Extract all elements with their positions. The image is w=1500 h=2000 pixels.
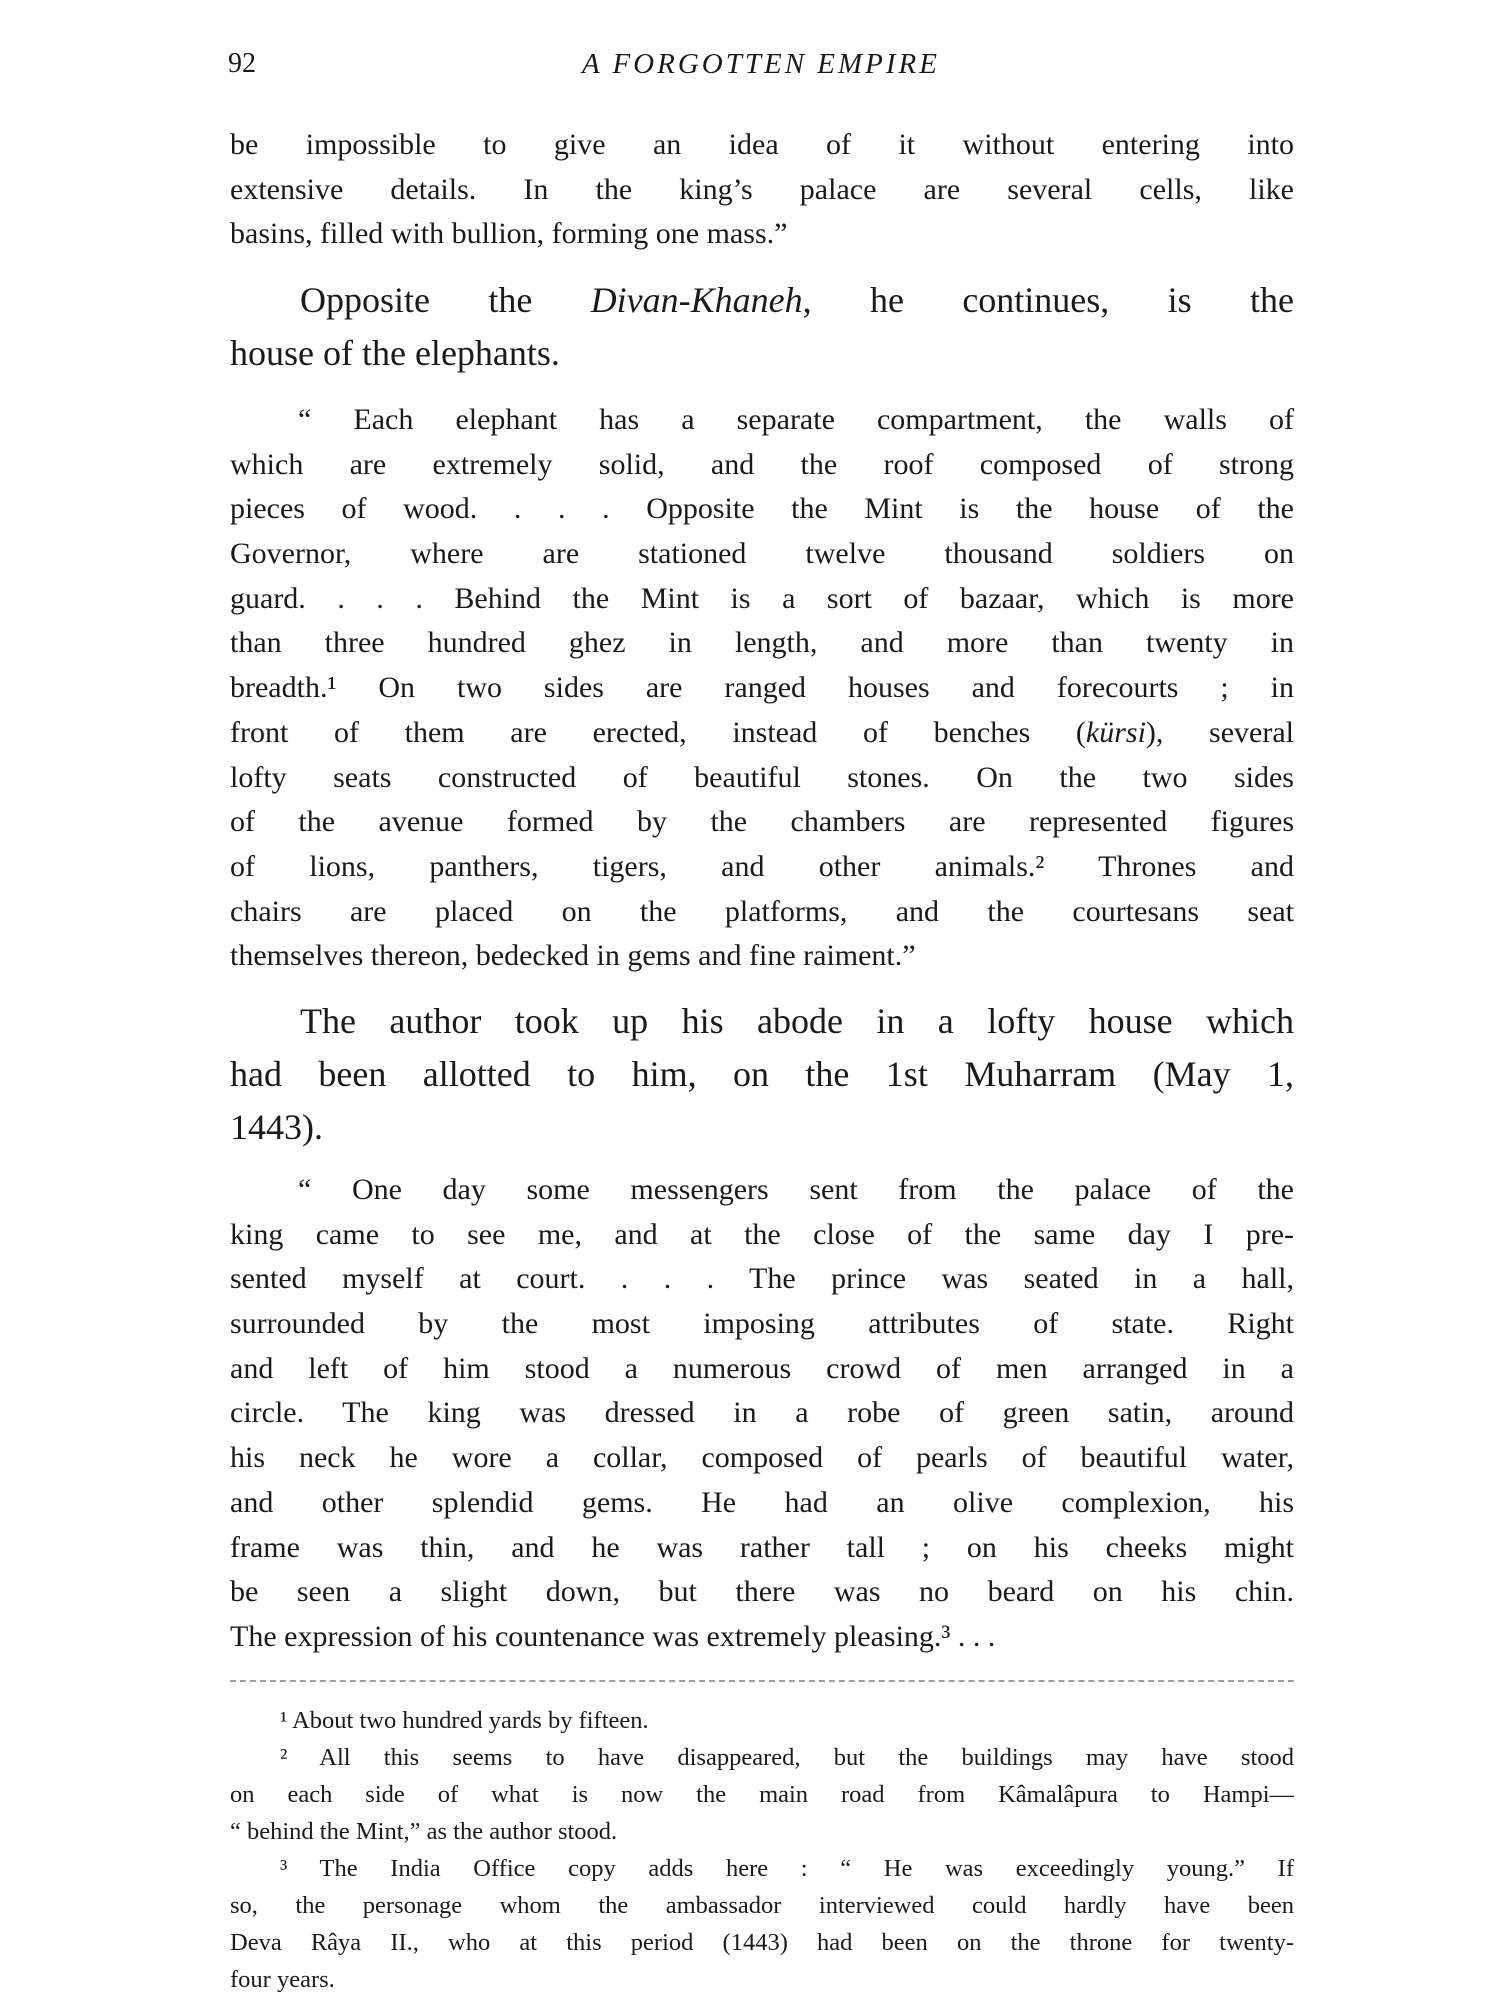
paragraph-author-abode (230, 995, 1294, 1154)
footnote-line: Deva Râya II., who at this period (1443) had been on the throne for twenty- (230, 1929, 1294, 1956)
text-line: house of the elephants. (230, 333, 560, 373)
text-line: king came to see me, and at the close of the same day I pre- (230, 1217, 1294, 1251)
italic-term: kürsi (1085, 715, 1146, 749)
footnote-line: ¹ About two hundred yards by fifteen. (280, 1707, 649, 1734)
text-line: his neck he wore a collar, composed of pearls of beautiful water, (230, 1441, 1294, 1475)
text-line (230, 711, 1294, 756)
text-line: breadth.¹ On two sides are ranged houses and forecourts ; in (230, 671, 1294, 705)
text-line: themselves thereon, bedecked in gems and fine raiment.” (230, 939, 916, 973)
text-line (230, 274, 1294, 327)
text-line: lofty seats constructed of beautiful stones. On the two sides (230, 760, 1294, 794)
footnote-line: “ behind the Mint,” as the author stood. (230, 1818, 618, 1845)
text-line: had been allotted to him, on the 1st Muharram (May 1, (230, 1054, 1294, 1094)
text-line: and left of him stood a numerous crowd of men arranged in a (230, 1351, 1294, 1385)
text-line: extensive details. In the king’s palace are several cells, like (230, 172, 1294, 206)
text-segment: front of them are erected, instead of benches ( (230, 715, 1086, 749)
text-line: be seen a slight down, but there was no beard on his chin. (230, 1575, 1294, 1609)
running-title: A FORGOTTEN EMPIRE (582, 48, 940, 80)
text-line: frame was thin, and he was rather tall ; on his cheeks might (230, 1530, 1294, 1564)
footnote-1 (230, 1702, 1294, 1739)
text-line: pieces of wood. . . . Opposite the Mint is the house of the (230, 492, 1294, 526)
quote-elephants (230, 398, 1294, 979)
running-header (228, 48, 1294, 88)
text-line: The expression of his countenance was extremely pleasing.³ . . . (230, 1619, 996, 1653)
text-line: than three hundred ghez in length, and more than twenty in (230, 626, 1294, 660)
footnote-line: ² All this seems to have disappeared, but the buildings may have stood (280, 1744, 1294, 1771)
paragraph-divan-khaneh (230, 274, 1294, 380)
text-line: Governor, where are stationed twelve thousand soldiers on (230, 537, 1294, 571)
page-number: 92 (228, 48, 256, 79)
text-line: guard. . . . Behind the Mint is a sort of bazaar, which is more (230, 581, 1294, 615)
footnote-3 (230, 1850, 1294, 1998)
text-line: “ One day some messengers sent from the palace of the (298, 1173, 1294, 1206)
text-line: circle. The king was dressed in a robe of green satin, around (230, 1396, 1294, 1430)
text-line: basins, filled with bullion, forming one mass.” (230, 217, 788, 251)
footnote-line: so, the personage whom the ambassador interviewed could hardly have been (230, 1892, 1294, 1919)
text-line: “ Each elephant has a separate compartment, the walls of (298, 403, 1294, 436)
text-line: sented myself at court. . . . The prince was seated in a hall, (230, 1262, 1294, 1296)
quote-court (230, 1168, 1294, 1660)
text-segment: Opposite the (300, 280, 591, 320)
footnote-2 (230, 1739, 1294, 1850)
footnote-line: four years. (230, 1966, 335, 1993)
text-segment: ), several (1145, 715, 1295, 749)
italic-term: Divan-Khaneh (590, 280, 803, 320)
paragraph-continuation (230, 123, 1294, 257)
text-line: of lions, panthers, tigers, and other animals.² Thrones and (230, 849, 1294, 883)
text-line: and other splendid gems. He had an olive complexion, his (230, 1485, 1294, 1519)
text-line: 1443). (230, 1107, 323, 1147)
footnote-line: on each side of what is now the main road from Kâmalâpura to Hampi— (230, 1781, 1294, 1808)
text-line: which are extremely solid, and the roof composed of strong (230, 447, 1294, 481)
text-line: The author took up his abode in a lofty house which (300, 1001, 1294, 1041)
text-line: chairs are placed on the platforms, and the courtesans seat (230, 894, 1294, 928)
text-line: of the avenue formed by the chambers are represented figures (230, 805, 1294, 839)
footnote-divider (230, 1680, 1294, 1682)
footnotes (230, 1702, 1294, 1998)
text-segment: , he continues, is the (802, 280, 1294, 320)
footnote-line: ³ The India Office copy adds here : “ He was exceedingly young.” If (280, 1855, 1294, 1882)
text-line: be impossible to give an idea of it without entering into (230, 128, 1294, 161)
text-line: surrounded by the most imposing attributes of state. Right (230, 1307, 1294, 1341)
